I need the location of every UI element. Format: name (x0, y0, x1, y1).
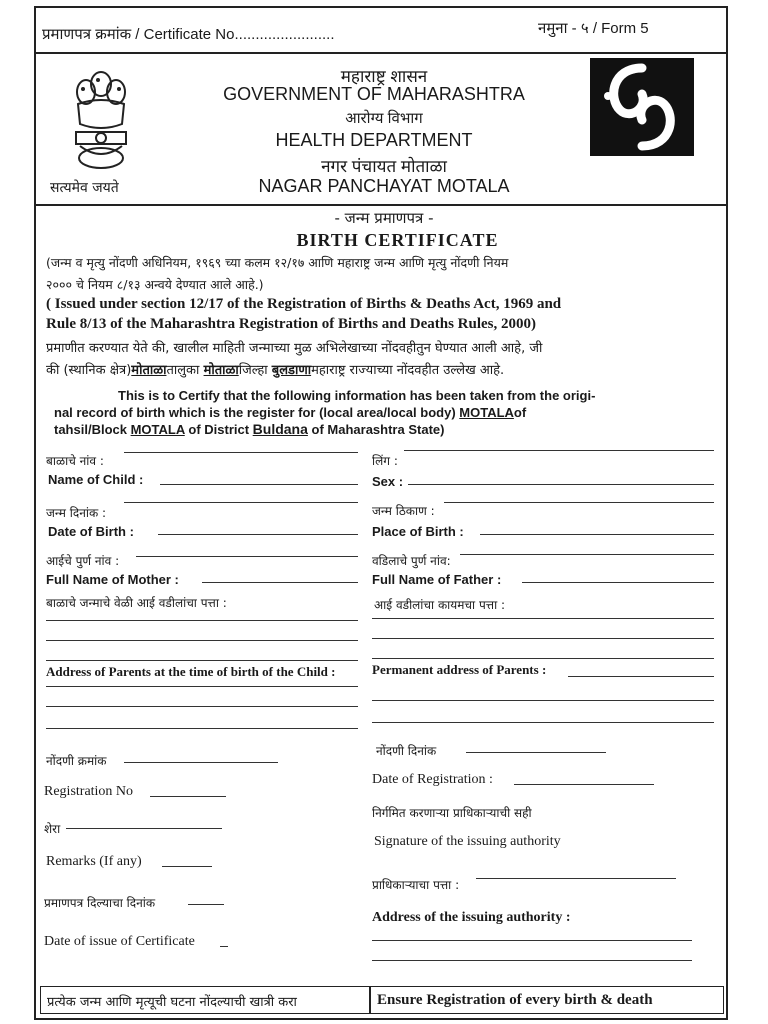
auth-addr-line-3[interactable] (372, 960, 692, 961)
child-name-mr: बाळाचे नांव : (46, 454, 104, 468)
government-name: GOVERNMENT OF MAHARASHTRA (223, 84, 525, 104)
cert-en-state: of Maharashtra State) (311, 422, 445, 437)
cert-mr-district: बुलडाणा (271, 363, 312, 378)
auth-addr-line-2[interactable] (372, 940, 692, 941)
reg-date-en: Date of Registration : (372, 772, 493, 787)
sex-en: Sex : (372, 474, 404, 489)
reg-no-field[interactable] (150, 796, 226, 797)
form-number-en: / Form 5 (592, 20, 649, 37)
addr-birth-en: Address of Parents at the time of birth of the Child : (46, 664, 336, 679)
addr-perm-line-6[interactable] (372, 722, 714, 723)
intro-mr-1: (जन्म व मृत्यु नोंदणी अधिनियम, १९६९ च्या कलम १२/१७ आणि महाराष्ट्र जन्म आणि मृत्यु नोंदणी नियम (46, 255, 509, 270)
certificate-no-mr: प्रमाणपत्र क्रमांक (42, 26, 132, 43)
cert-en-1: This is to Certify that the following information has been taken from the origi- (118, 388, 596, 403)
issue-date-field[interactable] (220, 946, 228, 947)
health-logo-icon (590, 58, 694, 156)
cert-mr-state: महाराष्ट्र राज्याच्या नोंदवहीत उल्लेख आहे. (311, 363, 505, 378)
cert-en-local-body-label: nal record of birth which is the register for (local area/local body) (54, 405, 456, 420)
certificate-no-en: / Certificate No........................ (135, 26, 335, 43)
cert-en-2 (54, 405, 526, 420)
mother-field[interactable] (202, 582, 358, 583)
cert-mr-local-area-label: की (स्थानिक क्षेत्र) (46, 363, 132, 378)
form-number-mr: नमुना - ५ (538, 20, 589, 37)
mother-line-1 (136, 556, 358, 557)
remarks-field[interactable] (162, 866, 212, 867)
father-mr: वडिलाचे पुर्ण नांव: (372, 554, 451, 568)
dob-line-1 (124, 502, 358, 503)
sex-field[interactable] (408, 484, 714, 485)
footer-mr: प्रत्येक जन्म आणि मृत्यूची घटना नोंदल्याची खात्री करा (47, 995, 297, 1010)
footer-mr-box (40, 986, 370, 1014)
father-line-1 (460, 554, 714, 555)
cert-en-tahsil: MOTALA (130, 422, 185, 437)
sex-mr: लिंग : (372, 454, 398, 468)
addr-perm-line-1[interactable] (372, 618, 714, 619)
dob-field[interactable] (158, 534, 358, 535)
cert-mr-local-area: मोताळा (131, 363, 167, 378)
issue-date-line-1 (188, 904, 224, 905)
state-name-mr: महाराष्ट्र शासन (340, 67, 428, 86)
cert-mr-2 (46, 360, 504, 378)
cert-mr-district-label: जिल्हा (238, 363, 268, 378)
reg-date-line-1 (466, 752, 606, 753)
department-mr: आरोग्य विभाग (345, 110, 423, 127)
dob-en: Date of Birth : (48, 524, 134, 539)
cert-en-of: of (513, 405, 527, 420)
local-body-mr: नगर पंचायत मोताळा (321, 157, 447, 176)
sex-line-1 (404, 450, 714, 451)
addr-birth-line-5[interactable] (46, 706, 358, 707)
addr-birth-mr: बाळाचे जन्माचे वेळी आई वडीलांचा पत्ता : (46, 596, 227, 610)
addr-birth-line-4[interactable] (46, 686, 358, 687)
department-name: HEALTH DEPARTMENT (275, 130, 473, 150)
pob-field[interactable] (480, 534, 714, 535)
cert-mr-taluka: मोताळा (203, 363, 239, 378)
pob-line-1 (444, 502, 714, 503)
addr-birth-line-1[interactable] (46, 620, 358, 621)
footer-en: Ensure Registration of every birth & death (377, 992, 653, 1008)
sign-en: Signature of the issuing authority (374, 834, 561, 849)
pob-mr: जन्म ठिकाण : (372, 504, 435, 518)
header-divider (36, 204, 726, 206)
auth-addr-line-1 (476, 878, 676, 879)
father-en: Full Name of Father : (372, 572, 502, 587)
cert-mr-1: प्रमाणीत करण्यात येते की, खालील माहिती जन्माच्या मुळ अभिलेखाच्या नोंदवहीतुन घेण्यात आली आहे, जी (46, 341, 543, 356)
cert-en-district-label: of District (188, 422, 250, 437)
remarks-en: Remarks (If any) (46, 854, 142, 869)
mother-en: Full Name of Mother : (46, 572, 179, 587)
reg-date-field[interactable] (514, 784, 654, 785)
health-logo (590, 58, 694, 156)
cert-en-district: Buldana (252, 421, 308, 437)
addr-perm-en: Permanent address of Parents : (372, 662, 547, 677)
father-field[interactable] (522, 582, 714, 583)
local-body-name: NAGAR PANCHAYAT MOTALA (258, 176, 510, 196)
title-mr: - जन्म प्रमाणपत्र - (334, 209, 434, 227)
addr-perm-line-4[interactable] (568, 676, 714, 677)
reg-no-en: Registration No (44, 784, 134, 799)
motto: सत्यमेव जयते (50, 180, 119, 196)
addr-perm-mr: आई वडीलांचा कायमचा पत्ता : (374, 598, 506, 612)
mother-mr: आईचे पुर्ण नांव : (46, 554, 120, 568)
reg-date-mr: नोंदणी दिनांक (376, 744, 437, 758)
top-divider (36, 52, 726, 54)
form-number (538, 18, 649, 38)
cert-en-3 (54, 421, 444, 437)
intro-en-1: ( Issued under section 12/17 of the Registration of Births & Deaths Act, 1969 and (46, 296, 562, 312)
auth-addr-mr: प्राधिकाऱ्याचा पत्ता : (372, 878, 460, 892)
dob-mr: जन्म दिनांक : (46, 506, 107, 520)
intro-en-2: Rule 8/13 of the Maharashtra Registration of Births and Deaths Rules, 2000) (46, 316, 536, 332)
remarks-line-1 (66, 828, 222, 829)
child-name-en: Name of Child : (48, 472, 144, 487)
addr-perm-line-3[interactable] (372, 658, 714, 659)
footer-en-box (370, 986, 724, 1014)
addr-birth-line-6[interactable] (46, 728, 358, 729)
intro-mr-2: २००० चे नियम ८/१३ अन्वये देण्यात आले आहे.) (46, 277, 264, 292)
issue-date-mr: प्रमाणपत्र दिल्याचा दिनांक (44, 896, 156, 910)
reg-no-line-1 (124, 762, 278, 763)
addr-perm-line-2[interactable] (372, 638, 714, 639)
remarks-mr: शेरा (44, 822, 61, 836)
addr-birth-line-3[interactable] (46, 660, 358, 661)
cert-en-tahsil-label: tahsil/Block (54, 422, 127, 437)
cert-mr-taluka-label: तालुका (166, 363, 200, 378)
addr-birth-line-2[interactable] (46, 640, 358, 641)
addr-perm-line-5[interactable] (372, 700, 714, 701)
child-name-field[interactable] (160, 484, 358, 485)
child-name-line-1 (124, 452, 358, 453)
reg-no-mr: नोंदणी क्रमांक (46, 754, 107, 768)
issue-date-en: Date of issue of Certificate (44, 934, 195, 949)
title-en: BIRTH CERTIFICATE (296, 230, 499, 250)
sign-mr: निर्गमित करणाऱ्या प्राधिकाऱ्याची सही (372, 806, 532, 820)
certificate-no (42, 24, 335, 44)
pob-en: Place of Birth : (372, 524, 464, 539)
cert-en-local-body: MOTALA (459, 405, 514, 420)
auth-addr-en: Address of the issuing authority : (372, 910, 571, 925)
